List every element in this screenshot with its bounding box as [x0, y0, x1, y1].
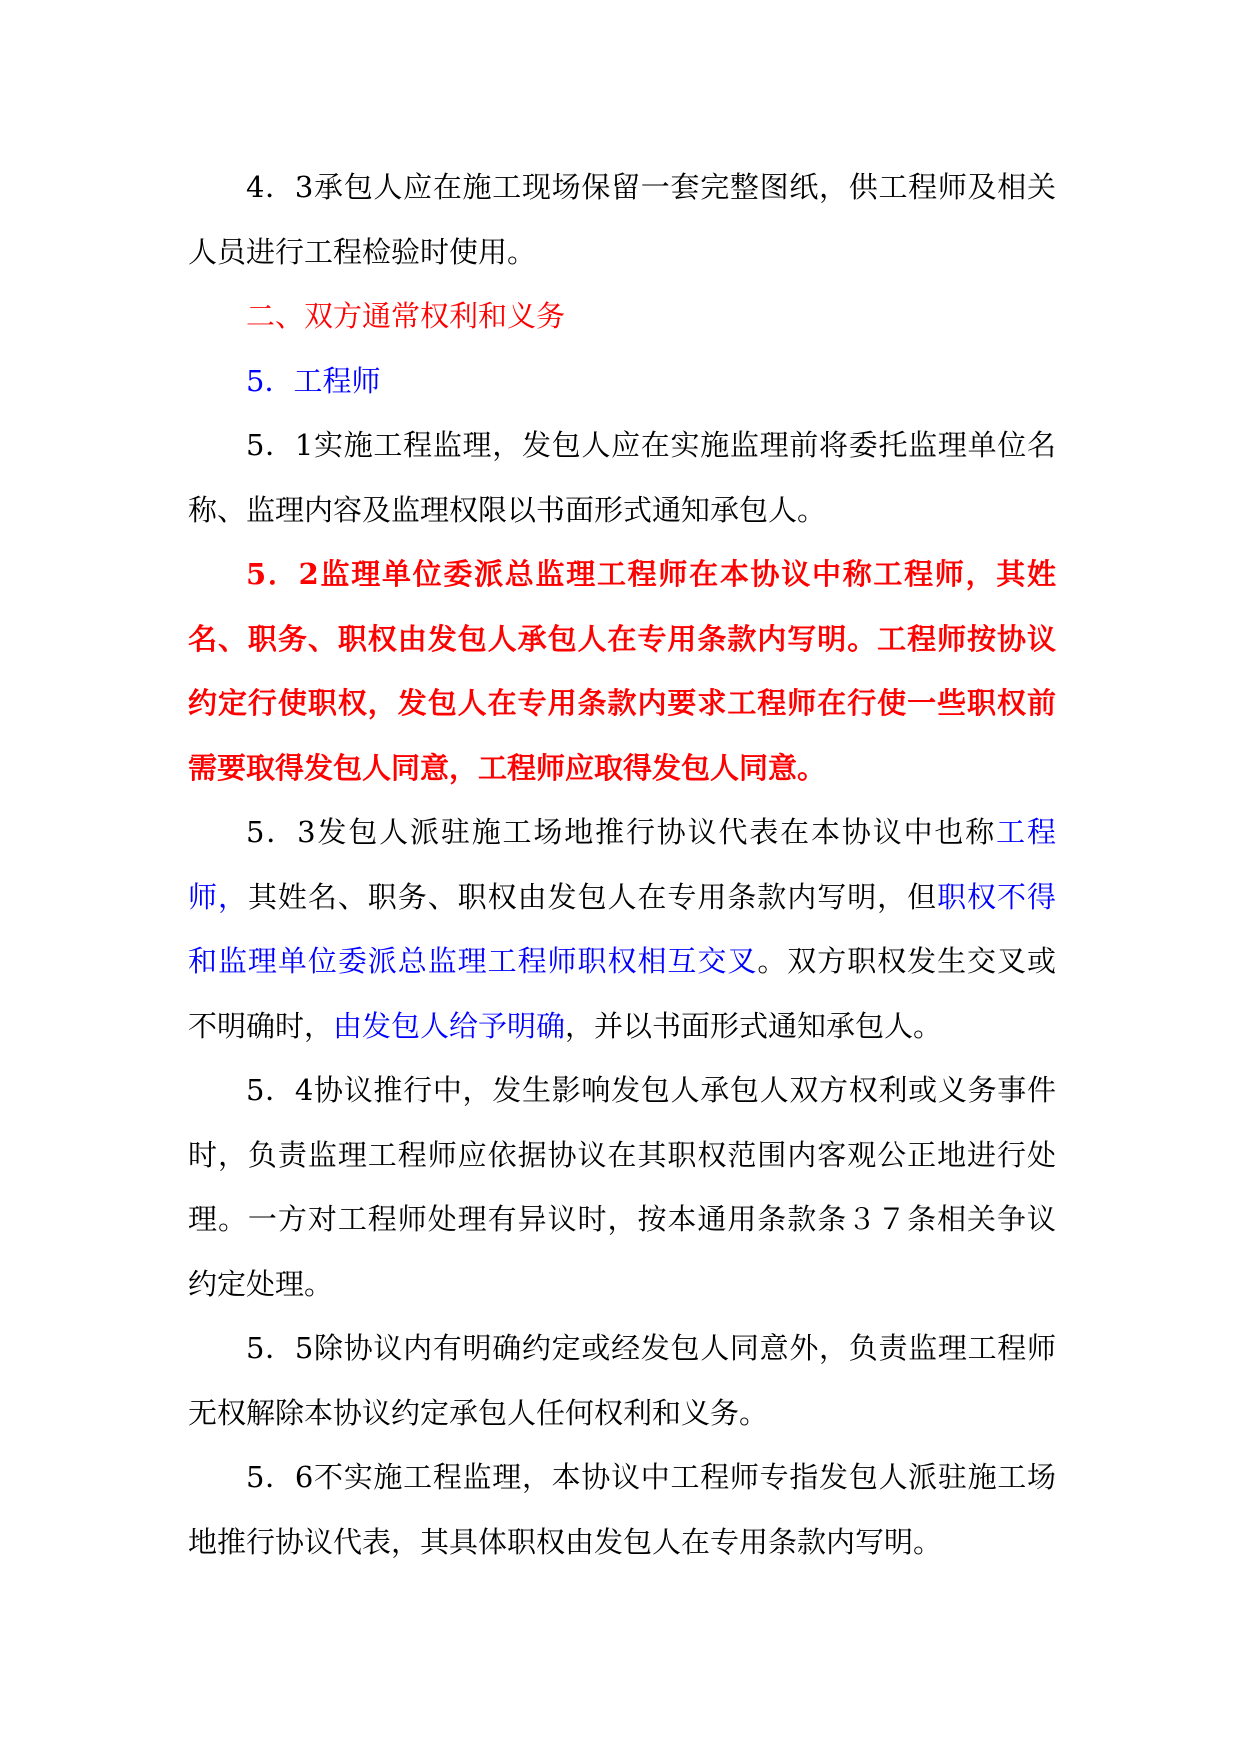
- clause-5-5: 5．5除协议内有明确约定或经发包人同意外，负责监理工程师无权解除本协议约定承包人任何权利和义务。: [188, 1331, 1056, 1430]
- document-body: [188, 155, 1056, 1574]
- clause-5-3-highlight-engineer: 工程师，: [188, 815, 1056, 914]
- clause-5-3-text-4: ，并以书面形式通知承包人。: [565, 1008, 943, 1043]
- clause-5-2: 5．2监理单位委派总监理工程师在本协议中称工程师，其姓名、职务、职权由发包人承包人在专用条款内写明。工程师按协议约定行使职权，发包人在专用条款内要求工程师在行使一些职权前需要取得发包人同意，工程师应取得发包人同意。: [188, 557, 1056, 785]
- clause-5-6: 5．6不实施工程监理，本协议中工程师专指发包人派驻施工场地推行协议代表，其具体职权由发包人在专用条款内写明。: [188, 1460, 1056, 1559]
- clause-5-3-highlight-authority: 职权不得和监理单位委派总监理工程师职权相互交叉: [188, 879, 1056, 978]
- clause-5-3-highlight-clarify: 由发包人给予明确: [333, 1008, 566, 1043]
- clause-5-3: [188, 800, 1056, 1058]
- clause-5-4: 5．4协议推行中，发生影响发包人承包人双方权利或义务事件时，负责监理工程师应依据协议在其职权范围内客观公正地进行处理。一方对工程师处理有异议时，按本通用条款条３７条相关争议约定处理。: [188, 1073, 1056, 1301]
- clause-5-3-text-1: 5．3发包人派驻施工场地推行协议代表在本协议中也称: [246, 815, 997, 849]
- clause-4-3: 4．3承包人应在施工现场保留一套完整图纸，供工程师及相关人员进行工程检验时使用。: [188, 170, 1056, 269]
- clause-5-3-text-2: 其姓名、职务、职权由发包人在专用条款内写明，但: [247, 879, 938, 914]
- clause-5-3-text-3: 。双方职权发生交叉或不明确时，: [188, 944, 1056, 1043]
- section-2-heading: 二、双方通常权利和义务: [246, 299, 566, 333]
- clause-5-heading: 5．工程师: [246, 363, 381, 398]
- clause-5-1: 5．1实施工程监理，发包人应在实施监理前将委托监理单位名称、监理内容及监理权限以书面形式通知承包人。: [188, 428, 1056, 527]
